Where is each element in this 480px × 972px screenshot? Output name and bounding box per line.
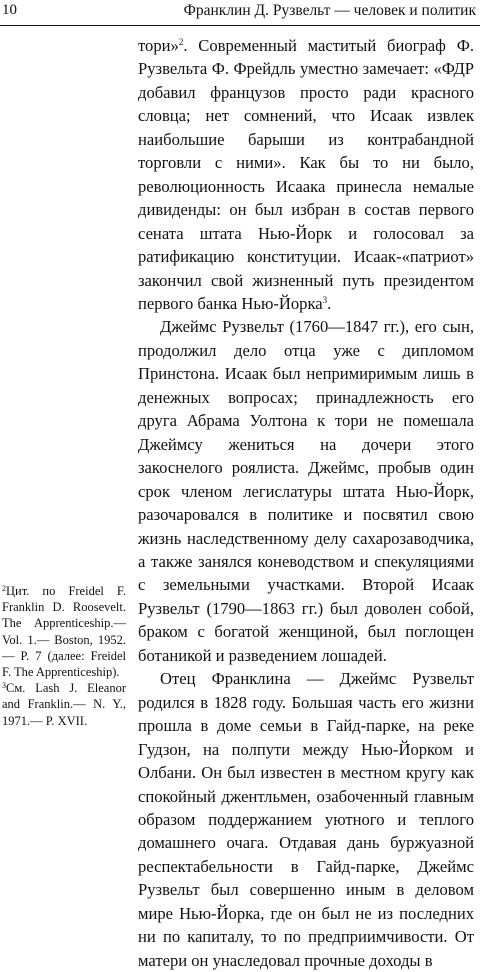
main-text — [138, 34, 474, 972]
footnote-3-text: См. Lash J. Eleanor and Franklin.— N. Y., 1971.— P. XVII. — [2, 681, 126, 728]
footnote-2-text: Цит. по Freidel F. Franklin D. Roosevelt. The Apprenticeship.— Vol. 1.— Boston, 1952.— P. 7 (далее: Freidel F. The Apprenticeship). — [2, 584, 126, 680]
footnote-3 — [2, 680, 126, 729]
paragraph-3: Отец Франклина — Джеймс Рузвельт родился в 1828 году. Большая часть его жизни прошла в доме семьи в Гайд-парке, на реке Гудзон, на полпути между Нью-Йорком и Олбани. Он был известен в местном кругу как спокойный джентльмен, озабоченный главным образом поддержанием уютного и теплого домашнего очага. Отдавая дань буржуазной респектабельности в Гайд-парке, Джеймс Рузвельт был совершенно иным в деловом мире Нью-Йорка, где он был не из последних ни по капиталу, то по предприимчивости. От матери он унаследовал прочные доходы в — [138, 669, 474, 970]
footnotes — [2, 583, 126, 729]
paragraph-1-end: . — [327, 293, 332, 313]
footnote-3-number: 3 — [2, 681, 6, 691]
page-header — [0, 0, 480, 26]
footnote-2-number: 2 — [2, 584, 6, 593]
running-title: Франклин Д. Рузвельт — человек и политик — [183, 2, 476, 19]
paragraph-1-start: тори» — [138, 36, 179, 55]
paragraph-1 — [138, 34, 474, 315]
footnote-ref-3: 3 — [322, 294, 328, 305]
page-number: 10 — [2, 2, 17, 18]
paragraph-1-text: . Современный маститый биограф Ф. Рузвельта Ф. Фрейдль уместно замечает: «ФДР добавил французов просто ради красного словца; нет сомнений, что Исаак извлек наибольшие барыши из контрабандной торговли с ними». Как бы то ни было, революционность Исаака принесла немалые дивиденды: он был избран в состав первого сената штата Нью-Йорк и голосовал за ратификацию конституции. Исаак-«патриот» закончил свой жизненный путь президентом первого банка Нью-Йорка — [138, 36, 474, 313]
footnote-ref-2: 2 — [178, 37, 184, 47]
footnote-2 — [2, 583, 126, 680]
paragraph-2: Джеймс Рузвельт (1760—1847 гг.), его сын, продолжил дело отца уже с дипломом Принстона. Исаак был непримиримым лишь в денежных вопросах; принадлежность его друга Абрама Уолтона к тори не помешала Джеймсу жениться на дочери этого закоснелого роялиста. Джеймс, пробыв один срок членом легислатуры штата Нью-Йорк, разочаровался в политике и посвятил свою жизнь наследственному делу сахарозаводчика, а также занялся коневодством и спекуляциями с земельными участками. Второй Исаак Рузвельт (1790—1863 гг.) был доволен собой, браком с богатой женщиной, был поглощен ботаникой и разведением лошадей. — [138, 317, 474, 665]
